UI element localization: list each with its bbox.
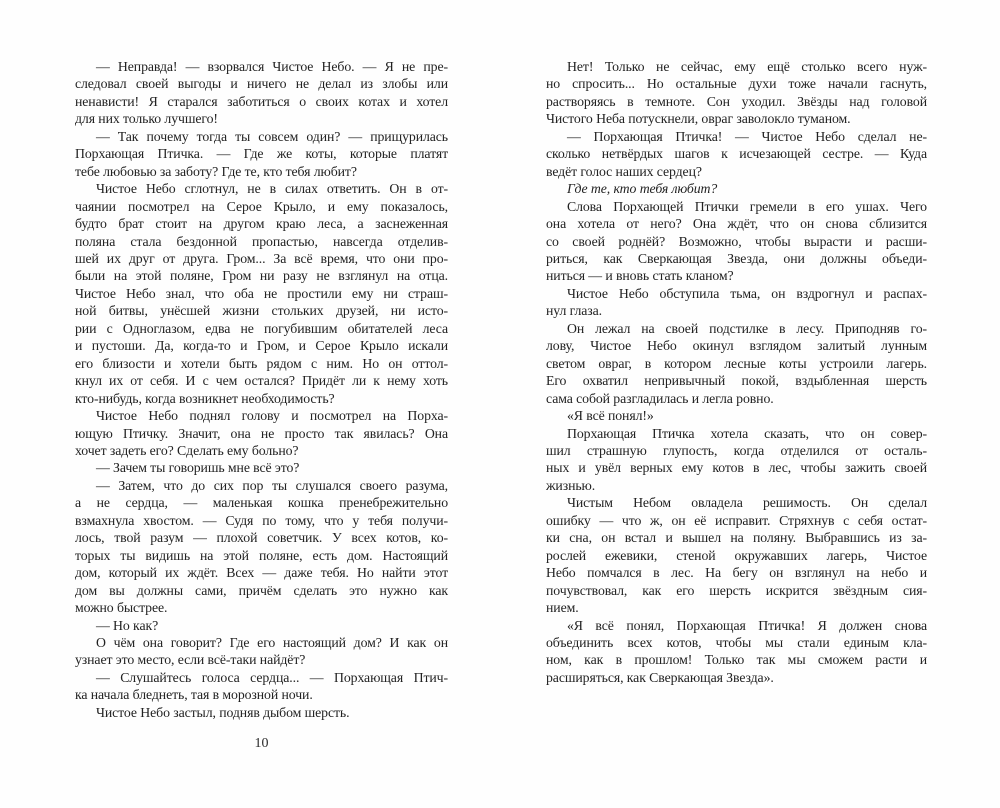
right-page [500, 0, 1000, 808]
text-line: лову, Чистое Небо окинул взглядом залитый лунным [546, 338, 927, 354]
text-line: для них только лучшего! [75, 111, 218, 127]
text-line: торых ты видишь на этой поляне, есть дом. Настоящий [75, 547, 448, 563]
paragraph [546, 425, 927, 495]
paragraph [546, 617, 927, 687]
text-line: можно быстрее. [75, 600, 168, 616]
right-page-text [546, 58, 927, 686]
text-line: и пустоши. Да, когда-то и Гром, и Серое Крыло искали [75, 338, 448, 354]
text-line: жизнью. [546, 477, 596, 493]
text-line: — Так почему тогда ты совсем один? — прищурилась [96, 128, 448, 144]
text-line: растворяясь в темноте. Сон уходил. Звёзды над головой [546, 93, 927, 109]
text-line: были на этой поляне, Гром ни разу не взглянул на отца. [75, 268, 448, 284]
text-line: взмахнула хвостом. — Судя по тому, что у тебя получи- [75, 512, 448, 528]
paragraph [75, 58, 448, 128]
text-line: Порхающая Птичка. — Где же коты, которые платят [75, 146, 448, 162]
text-line: Чистое Небо застыл, подняв дыбом шерсть. [96, 704, 350, 720]
text-line: хочет задеть его? Сделать ему больно? [75, 442, 299, 458]
paragraph [75, 459, 448, 476]
text-line: кнул их от себя. И с чем остался? Придёт ли к нему хоть [75, 373, 448, 389]
text-line: Его охватил непривычный покой, вздыбленная шерсть [546, 373, 927, 389]
text-line: ненависти! Я старался заботиться о своих котах и хотел [75, 93, 448, 109]
text-line: ошибку — что ж, он её исправит. Стряхнув с себя остат- [546, 512, 927, 528]
paragraph [546, 58, 927, 128]
text-line: Нет! Только не сейчас, ему ещё столько всего нуж- [567, 59, 927, 74]
text-line: Он лежал на своей подстилке в лесу. Приподняв го- [567, 320, 927, 336]
text-line: ведёт голос наших сердец? [546, 163, 702, 179]
text-line: ном, как в прошлом! Только так мы сможем расти и [546, 652, 927, 668]
text-line: Чистое Небо обступила тьма, он вздрогнул и распах- [567, 285, 927, 301]
text-line: лось, твой разум — плохой советчик. У всех котов, ко- [75, 530, 448, 546]
paragraph [546, 494, 927, 616]
text-line: нием. [546, 600, 579, 616]
text-line: — Порхающая Птичка! — Чистое Небо сделал не- [567, 128, 927, 144]
text-line: рослей ежевики, стеной окружавших лагерь, Чистое [546, 547, 927, 563]
text-line: поляна стала бездонной пропастью, навсегда отделив- [75, 233, 448, 249]
text-line: почувствовал, как его шерсть искрится звёздным сия- [546, 582, 927, 598]
text-line: кто-нибудь, когда возникнет необходимость? [75, 390, 335, 406]
text-line: расширяться, как Сверкающая Звезда». [546, 669, 774, 685]
text-line: дом вы должны сами, причём сделать это нужно как [75, 582, 448, 598]
text-line: Где те, кто тебя любит? [567, 181, 718, 197]
text-line: — Неправда! — взорвался Чистое Небо. — Я не пре- [96, 59, 448, 74]
text-line: Небо помчался в лес. На бегу он взглянул на небо и [546, 565, 927, 581]
text-line: риться, как Сверкающая Звезда, они должны объеди- [546, 250, 927, 266]
left-page-text [75, 58, 448, 721]
text-line: Чистым Небом овладела решимость. Он сделал [567, 495, 927, 511]
text-line: — Слушайтесь голоса сердца... — Порхающая Птич- [96, 669, 448, 685]
paragraph [75, 634, 448, 669]
text-line: чаянии посмотрел на Серое Крыло, и ему показалось, [75, 198, 448, 214]
paragraph [75, 669, 448, 704]
paragraph [546, 198, 927, 285]
text-line: рии с Одноглазом, едва не погубившим обитателей леса [75, 320, 448, 336]
text-line: светом овраг, в котором лесные коты устроили лагерь. [546, 355, 927, 371]
text-line: «Я всё понял!» [567, 408, 654, 424]
text-line: ющую Птичку. Значит, она не просто так явилась? Она [75, 425, 448, 441]
text-line: тебе любовью за заботу? Где те, кто тебя любит? [75, 163, 357, 179]
text-line: Чистое Небо знал, что оба не простили ему ни страш- [75, 285, 448, 301]
paragraph [75, 407, 448, 459]
paragraph [75, 180, 448, 407]
text-line: объединить всех котов, чтобы мы стали единым кла- [546, 634, 927, 650]
text-line: шил страшную глупость, когда отделился от осталь- [546, 442, 927, 458]
text-line: ки сна, он встал и вышел на поляну. Выбравшись из за- [546, 530, 927, 546]
text-line: «Я всё понял, Порхающая Птичка! Я должен снова [567, 617, 927, 633]
text-line: ной битвы, унёсшей жизни стольких друзей, ни исто- [75, 303, 448, 319]
text-line: а не сердца, — маленькая кошка пренебрежительно [75, 495, 448, 511]
paragraph [75, 128, 448, 180]
text-line: Порхающая Птичка хотела сказать, что он совер- [567, 425, 927, 441]
text-line: следовал своей выгоды и ничего не делал из злобы или [75, 76, 448, 92]
text-line: ных и увёл верных ему котов в лес, чтобы зажить своей [546, 460, 927, 476]
page-number: 10 [254, 736, 269, 751]
text-line: — Но как? [96, 617, 159, 633]
text-line: Слова Порхающей Птички гремели в его ушах. Чего [567, 198, 927, 214]
text-line: она хотела от него? Она ждёт, что он снова сблизится [546, 216, 927, 232]
text-line: его близости и хотели быть рядом с ним. Но он оттол- [75, 355, 448, 371]
paragraph [75, 617, 448, 634]
text-line: Чистое Небо сглотнул, не в силах ответить. Он в от- [96, 181, 448, 197]
text-line: сколько нетвёрдых шагов к исчезающей сестре. — Куда [546, 146, 927, 162]
text-line: Чистое Небо поднял голову и посмотрел на Порха- [96, 408, 448, 424]
paragraph [546, 285, 927, 320]
text-line: сама собой разгладилась и легла ровно. [546, 390, 774, 406]
text-line: дом, который их ждёт. Всех — даже тебя. Но найти этот [75, 565, 448, 581]
text-line: нул глаза. [546, 303, 602, 319]
paragraph [546, 128, 927, 180]
text-line: ниться — и вновь стать кланом? [546, 268, 734, 284]
text-line: будто брат стоит на другом краю леса, а заснеженная [75, 216, 448, 232]
text-line: — Зачем ты говоришь мне всё это? [96, 460, 300, 476]
text-line: — Затем, что до сих пор ты слушался своего разума, [96, 477, 448, 493]
paragraph [546, 180, 927, 197]
paragraph [546, 407, 927, 424]
text-line: Чистого Неба потускнели, овраг заволокло туманом. [546, 111, 851, 127]
text-line: шей их друг от друга. Гром... За всё время, что они про- [75, 250, 448, 266]
text-line: но спросить... Но остальные духи тоже начали гаснуть, [546, 76, 927, 92]
text-line: узнает это место, если всё-таки найдёт? [75, 652, 306, 668]
paragraph [75, 704, 448, 721]
text-line: ка начала бледнеть, тая в морозной ночи. [75, 687, 313, 703]
paragraph [546, 320, 927, 407]
paragraph [75, 477, 448, 617]
text-line: О чём она говорит? Где его настоящий дом? И как он [96, 634, 448, 650]
text-line: со своей роднёй? Возможно, чтобы вырасти и расши- [546, 233, 927, 249]
